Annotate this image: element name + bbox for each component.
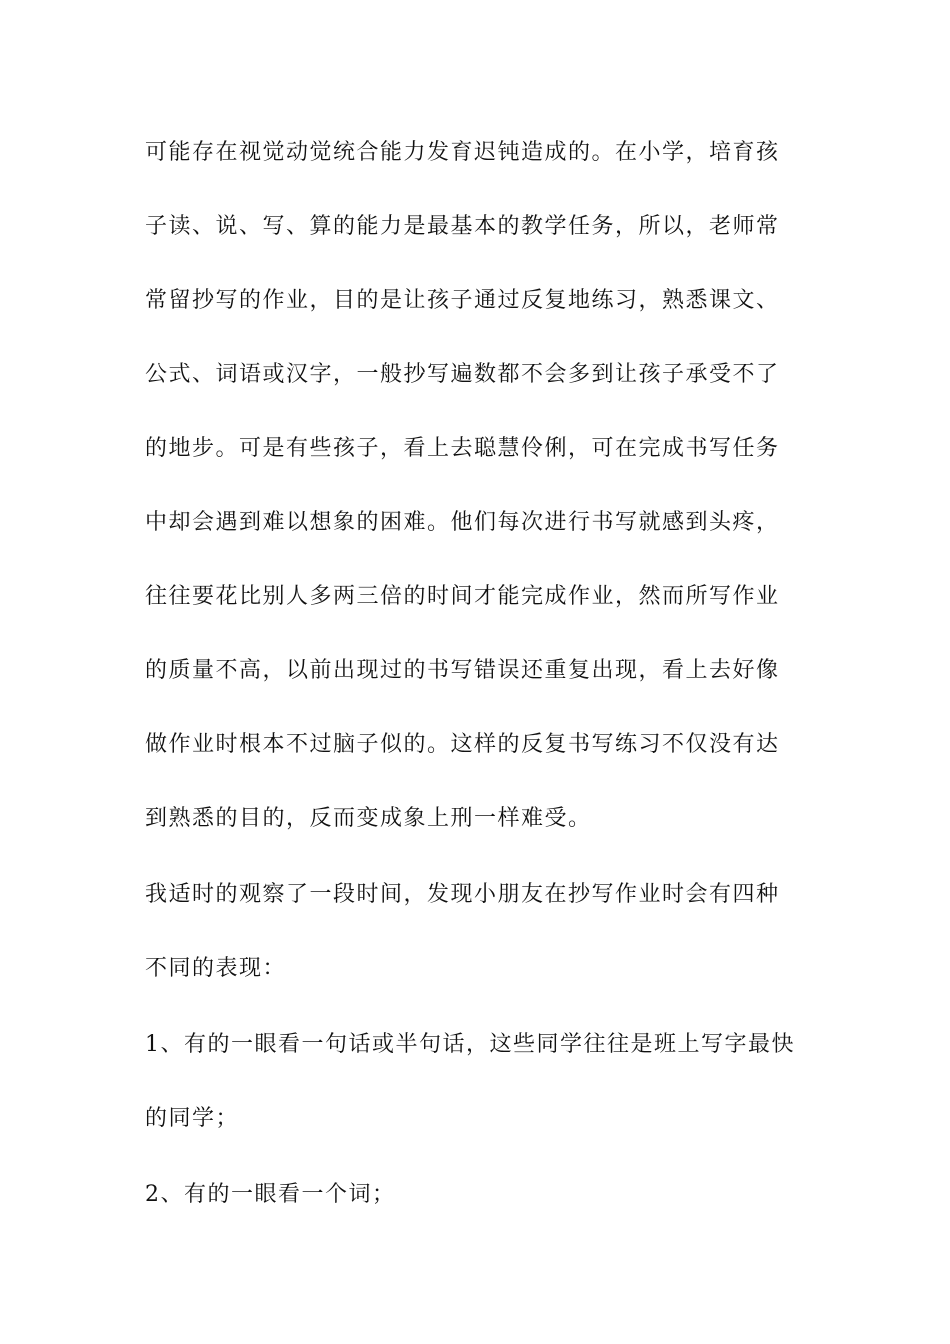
- text-line: 不同的表现：: [145, 956, 287, 981]
- text-line: 的同学；: [145, 1106, 240, 1131]
- text-line: 的质量不高，以前出现过的书写错误还重复出现，看上去好像: [145, 658, 780, 683]
- text-line: 2、有的一眼看一个词；: [145, 1182, 396, 1207]
- text-line: 可能存在视觉动觉统合能力发育迟钝造成的。在小学，培育孩: [145, 140, 780, 165]
- text-line: 中却会遇到难以想象的困难。他们每次进行书写就感到头疼，: [145, 510, 780, 535]
- text-line: 往往要花比别人多两三倍的时间才能完成作业，然而所写作业: [145, 584, 780, 609]
- text-line: 子读、说、写、算的能力是最基本的教学任务，所以，老师常: [145, 214, 780, 239]
- text-line: 我适时的观察了一段时间，发现小朋友在抄写作业时会有四种: [145, 882, 780, 907]
- text-line: 常留抄写的作业，目的是让孩子通过反复地练习，熟悉课文、: [145, 288, 780, 313]
- text-line: 到熟悉的目的，反而变成象上刑一样难受。: [145, 806, 592, 831]
- text-line: 的地步。可是有些孩子，看上去聪慧伶俐，可在完成书写任务: [145, 436, 780, 461]
- text-line: 1、有的一眼看一句话或半句话，这些同学往往是班上写字最快: [145, 1032, 795, 1057]
- text-line: 做作业时根本不过脑子似的。这样的反复书写练习不仅没有达: [145, 732, 780, 757]
- text-line: 公式、词语或汉字，一般抄写遍数都不会多到让孩子承受不了: [145, 362, 780, 387]
